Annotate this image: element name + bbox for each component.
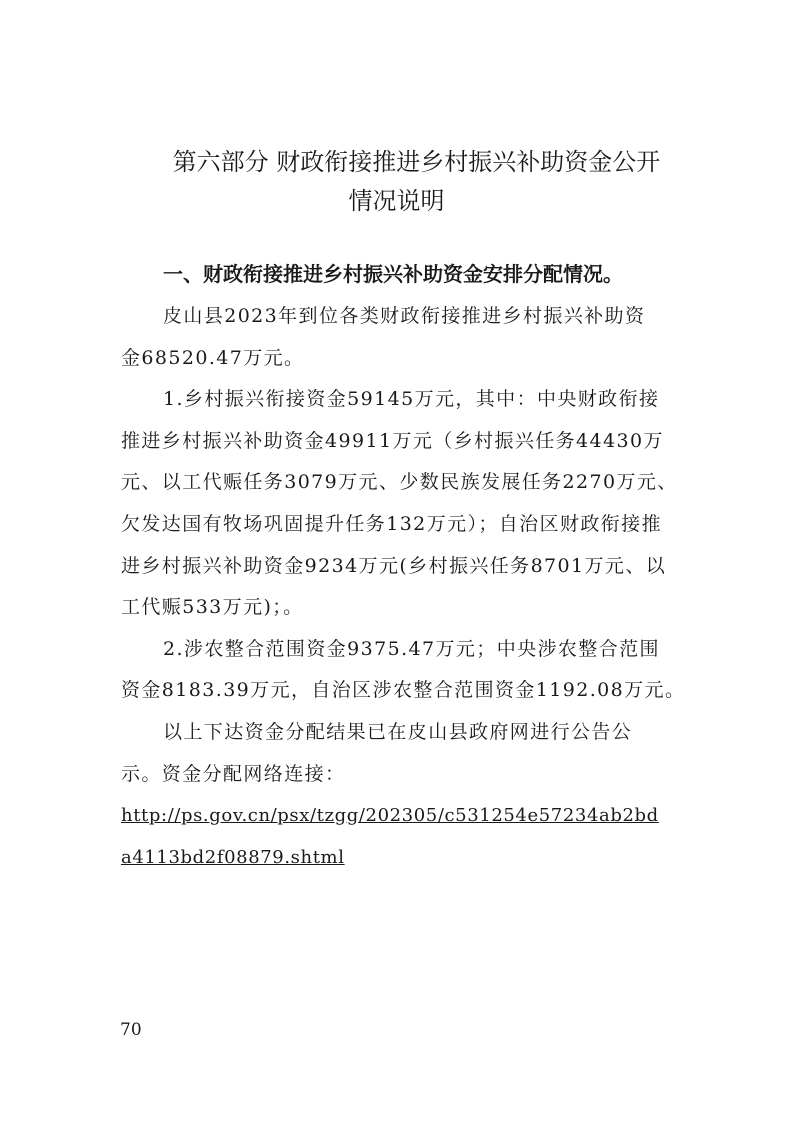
page-title-line-2: 情况说明 [348,187,445,215]
section-heading: 一、财政衔接推进乡村振兴补助资金安排分配情况。 [163,262,623,286]
allocation-link-part-1[interactable]: http://ps.gov.cn/psx/tzgg/202305/c531254e57234ab2bd [121,805,659,827]
paragraph-line: 金68520.47万元。 [121,346,305,369]
paragraph-line: 资金8183.39万元，自治区涉农整合范围资金1192.08万元。 [121,679,686,702]
paragraph-line: 以上下达资金分配结果已在皮山县政府网进行公告公 [163,720,633,743]
paragraph-line: 1.乡村振兴衔接资金59145万元，其中：中央财政衔接 [163,388,660,411]
page-title-line-1: 第六部分 财政衔接推进乡村振兴补助资金公开 [172,148,661,176]
paragraph-line: 元、以工代赈任务3079万元、少数民族发展任务2270万元、 [121,471,678,494]
paragraph-line: 推进乡村振兴补助资金49911万元（乡村振兴任务44430万 [121,429,664,452]
page-number: 70 [120,1020,142,1040]
section-body [121,296,686,878]
paragraph-line: 皮山县2023年到位各类财政衔接推进乡村振兴补助资 [163,305,646,327]
paragraph-line: 工代赈533万元)；。 [121,596,304,619]
paragraph-line: 2.涉农整合范围资金9375.47万元；中央涉农整合范围 [163,637,660,660]
paragraph-line: 示。资金分配网络连接： [121,762,346,785]
allocation-link-line-1[interactable] [121,795,681,837]
paragraph-line: 欠发达国有牧场巩固提升任务132万元）；自治区财政衔接推 [121,512,662,535]
allocation-link-line-2[interactable] [121,837,681,879]
paragraph-line: 进乡村振兴补助资金9234万元(乡村振兴任务8701万元、以 [121,554,667,577]
allocation-link-part-2[interactable]: a4113bd2f08879.shtml [121,846,345,868]
